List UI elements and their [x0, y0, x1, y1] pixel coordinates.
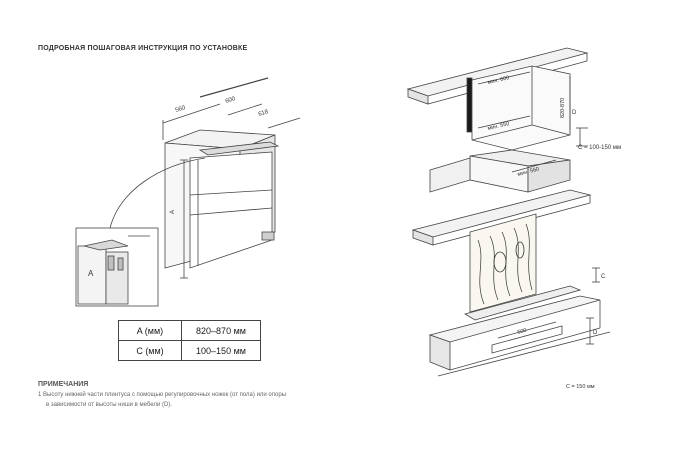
dim-width-label: 600: [224, 96, 237, 105]
niche-drawing: [408, 48, 588, 192]
notes-title: ПРИМЕЧАНИЯ: [38, 381, 89, 388]
page-title: ПОДРОБНАЯ ПОШАГОВАЯ ИНСТРУКЦИЯ ПО УСТАНОВКЕ: [38, 45, 248, 52]
spec-label: C (мм): [119, 341, 182, 361]
dim-depth-label: 560: [174, 105, 187, 114]
plinth-drawing: [413, 190, 610, 376]
spec-value: 100–150 мм: [182, 341, 261, 361]
niche-c-label: C = 100-150 мм: [578, 145, 622, 151]
note-line-2: в зависимости от высоты ниши в мебели (D).: [46, 402, 172, 408]
niche-mid-dim: мин. 550: [487, 121, 511, 132]
plinth-d-label: D: [593, 330, 598, 336]
detail-inset: [76, 228, 158, 306]
note-line-1: 1 Высоту нижней части плинтуса с помощью регулировочных ножек (от пола) или опоры: [38, 392, 287, 398]
plinth-width-dim: 500: [516, 327, 528, 336]
plinth-bottom-note: C = 150 мм: [566, 384, 595, 390]
specs-table: [118, 320, 261, 361]
dim-height-label: A: [170, 209, 176, 214]
niche-height-dim: 820-870: [560, 97, 566, 118]
plinth-c-label: C: [601, 274, 606, 280]
table-row: [119, 341, 261, 361]
niche-top-dim: мин. 600: [487, 75, 511, 86]
dim-width2-label: 618: [257, 109, 270, 118]
table-row: [119, 321, 261, 341]
spec-label: A (мм): [119, 321, 182, 341]
detail-label: A: [88, 269, 94, 278]
niche-side-label: D: [572, 110, 577, 116]
niche-bottom-dim: мин. 560: [516, 166, 540, 178]
spec-value: 820–870 мм: [182, 321, 261, 341]
